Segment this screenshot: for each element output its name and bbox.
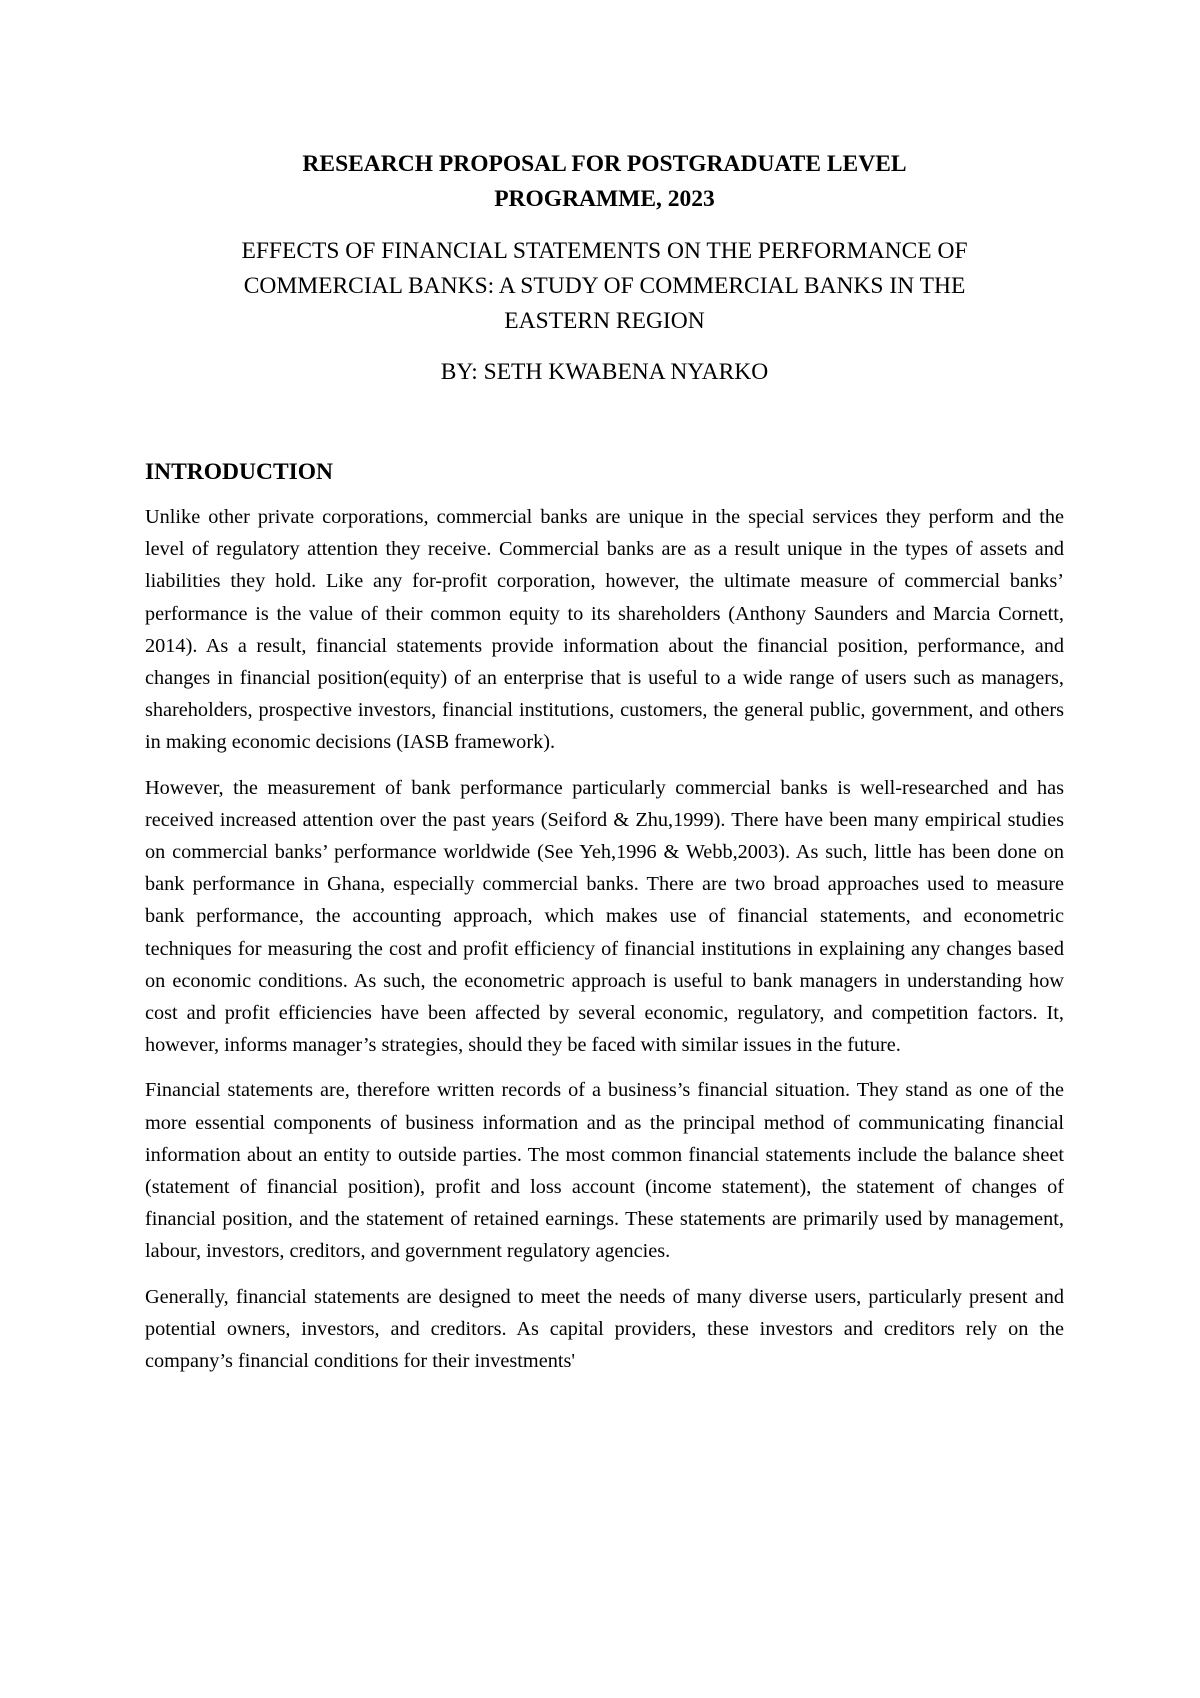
section-heading: INTRODUCTION [145, 459, 334, 485]
document-subtitle [145, 234, 1064, 339]
subtitle-line-1: EFFECTS OF FINANCIAL STATEMENTS ON THE PERFORMANCE OF [241, 238, 968, 264]
author-byline: BY: SETH KWABENA NYARKO [440, 359, 769, 385]
title-line-2: PROGRAMME, 2023 [494, 186, 715, 212]
body-paragraph: However, the measurement of bank performance particularly commercial banks is well-researched and has received increased attention over the past years (Seiford & Zhu,1999). There have been many empirical studies on commercial banks’ performance worldwide (See Yeh,1996 & Webb,2003). As such, little has been done on bank performance in Ghana, especially commercial banks. There are two broad approaches used to measure bank performance, the accounting approach, which makes use of financial statements, and econometric techniques for measuring the cost and profit efficiency of financial institutions in explaining any changes based on economic conditions. As such, the econometric approach is useful to bank managers in understanding how cost and profit efficiencies have been affected by several economic, regulatory, and competition factors. It, however, informs manager’s strategies, should they be faced with similar issues in the future. [145, 776, 1064, 1057]
body-paragraph: Unlike other private corporations, commercial banks are unique in the special services they perform and the level of regulatory attention they receive. Commercial banks are as a result unique in the types of assets and liabilities they hold. Like any for-profit corporation, however, the ultimate measure of commercial banks’ performance is the value of their common equity to its shareholders (Anthony Saunders and Marcia Cornett, 2014). As a result, financial statements provide information about the financial position, performance, and changes in financial position(equity) of an enterprise that is useful to a wide range of users such as managers, shareholders, prospective investors, financial institutions, customers, the general public, government, and others in making economic decisions (IASB framework). [145, 506, 1064, 754]
subtitle-line-2: COMMERCIAL BANKS: A STUDY OF COMMERCIAL BANKS IN THE [243, 273, 966, 299]
body-paragraph: Generally, financial statements are designed to meet the needs of many diverse users, particularly present and potential owners, investors, and creditors. As capital providers, these investors and creditors rely on the company’s financial conditions for their investments' [145, 1285, 1064, 1373]
document-body [145, 147, 1064, 1377]
title-line-1: RESEARCH PROPOSAL FOR POSTGRADUATE LEVEL [302, 151, 907, 177]
body-paragraph: Financial statements are, therefore written records of a business’s financial situation. They stand as one of the more essential components of business information and as the principal method of communicating financial information about an entity to outside parties. The most common financial statements include the balance sheet (statement of financial position), profit and loss account (income statement), the statement of changes of financial position, and the statement of retained earnings. These statements are primarily used by management, labour, investors, creditors, and government regulatory agencies. [145, 1079, 1064, 1263]
subtitle-line-3: EASTERN REGION [504, 308, 705, 334]
document-title [145, 147, 1064, 217]
